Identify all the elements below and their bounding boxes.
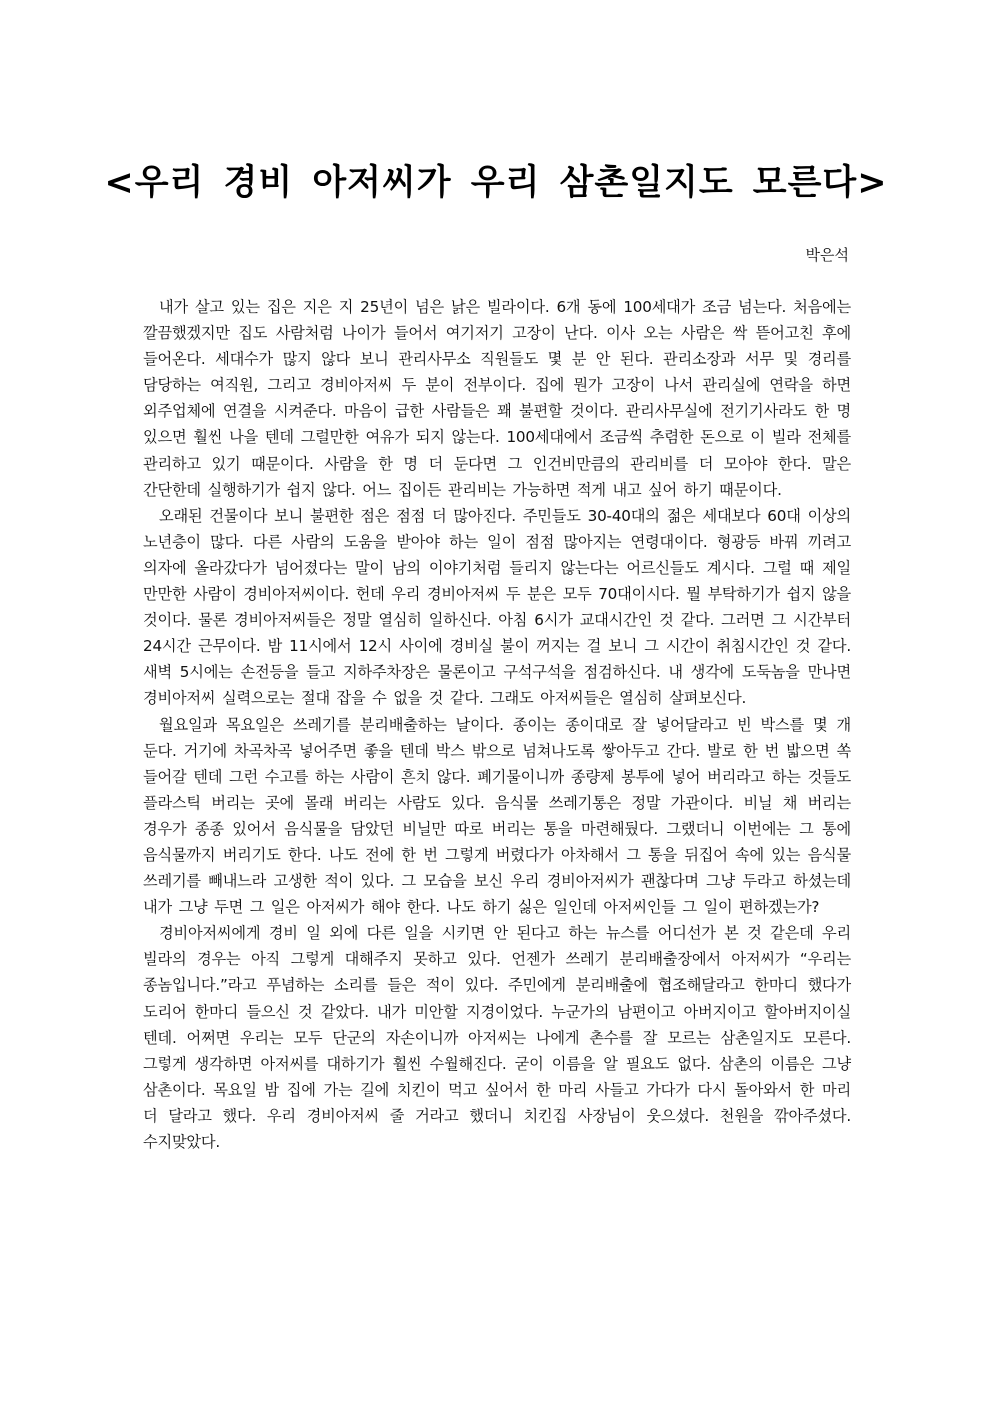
document-body bbox=[143, 294, 851, 1155]
document-title: <우리 경비 아저씨가 우리 삼촌일지도 모른다> bbox=[104, 163, 888, 203]
paragraph-2: 오래된 건물이다 보니 불편한 점은 점점 더 많아진다. 주민들도 30-40대의 젊은 세대보다 60대 이상의 노년층이 많다. 다른 사람의 도움을 받아야 하는 일이 점점 많아지는 연령대이다. 형광등 바꿔 끼려고 의자에 올라갔다가 넘어졌다는 말이 남의 이야기처럼 들리지 않는다는 어르신들도 계시다. 그럴 때 제일 만만한 사람이 경비아저씨이다. 헌데 우리 경비아저씨 두 분은 모두 70대이시다. 뭘 부탁하기가 쉽지 않을 것이다. 물론 경비아저씨들은 정말 열심히 일하신다. 아침 6시가 교대시간인 것 같다. 그러면 그 시간부터 24시간 근무이다. 밤 11시에서 12시 사이에 경비실 불이 꺼지는 걸 보니 그 시간이 취침시간인 것 같다. 새벽 5시에는 손전등을 들고 지하주차장은 물론이고 구석구석을 점검하신다. 내 생각에 도둑놈을 만나면 경비아저씨 실력으로는 절대 잡을 수 없을 것 같다. 그래도 아저씨들은 열심히 살펴보신다. bbox=[143, 506, 851, 708]
paragraph-1: 내가 살고 있는 집은 지은 지 25년이 넘은 낡은 빌라이다. 6개 동에 100세대가 조금 넘는다. 처음에는 깔끔했겠지만 집도 사람처럼 나이가 들어서 여기저기 고장이 난다. 이사 오는 사람은 싹 뜯어고친 후에 들어온다. 세대수가 많지 않다 보니 관리사무소 직원들도 몇 분 안 된다. 관리소장과 서무 및 경리를 담당하는 여직원, 그리고 경비아저씨 두 분이 전부이다. 집에 뭔가 고장이 나서 관리실에 연락을 하면 외주업체에 연결을 시켜준다. 마음이 급한 사람들은 꽤 불편할 것이다. 관리사무실에 전기기사라도 한 명 있으면 훨씬 나을 텐데 그럴만한 여유가 되지 않는다. 100세대에서 조금씩 추렴한 돈으로 이 빌라 전체를 관리하고 있기 때문이다. 사람을 한 명 더 둔다면 그 인건비만큼의 관리비를 더 모아야 한다. 말은 간단한데 실행하기가 쉽지 않다. 어느 집이든 관리비는 가능하면 적게 내고 싶어 하기 때문이다. bbox=[143, 298, 851, 499]
paragraph-4: 경비아저씨에게 경비 일 외에 다른 일을 시키면 안 된다고 하는 뉴스를 어디선가 본 것 같은데 우리 빌라의 경우는 아직 그렇게 대해주지 못하고 있다. 언젠가 쓰레기 분리배출장에서 아저씨가 “우리는 종놈입니다.”라고 푸념하는 소리를 들은 적이 있다. 주민에게 분리배출에 협조해달라고 한마디 했다가 도리어 한마디 들으신 것 같았다. 내가 미안할 지경이었다. 누군가의 남편이고 아버지이고 할아버지이실 텐데. 어쩌면 우리는 모두 단군의 자손이니까 아저씨는 나에게 촌수를 잘 모르는 삼촌일지도 모른다. 그렇게 생각하면 아저씨를 대하기가 훨씬 수월해진다. 굳이 이름을 알 필요도 없다. 삼촌의 이름은 그냥 삼촌이다. 목요일 밤 집에 가는 길에 치킨이 먹고 싶어서 한 마리 사들고 가다가 다시 돌아와서 한 마리 더 달라고 했다. 우리 경비아저씨 줄 거라고 했더니 치킨집 사장님이 웃으셨다. 천원을 깎아주셨다. 수지맞았다. bbox=[143, 924, 851, 1151]
author-name: 박은석 bbox=[805, 246, 849, 264]
paragraph-3: 월요일과 목요일은 쓰레기를 분리배출하는 날이다. 종이는 종이대로 잘 넣어달라고 빈 박스를 몇 개 둔다. 거기에 차곡차곡 넣어주면 좋을 텐데 박스 밖으로 넘쳐나도록 쌓아두고 간다. 발로 한 번 밟으면 쏙 들어갈 텐데 그런 수고를 하는 사람이 흔치 않다. 폐기물이니까 종량제 봉투에 넣어 버리라고 하는 것들도 플라스틱 버리는 곳에 몰래 버리는 사람도 있다. 음식물 쓰레기통은 정말 가관이다. 비닐 채 버리는 경우가 종종 있어서 음식물을 담았던 비닐만 따로 버리는 통을 마련해뒀다. 그랬더니 이번에는 그 통에 음식물까지 버리기도 한다. 나도 전에 한 번 그렇게 버렸다가 아차해서 그 통을 뒤집어 속에 있는 음식물 쓰레기를 빼내느라 고생한 적이 있다. 그 모습을 보신 우리 경비아저씨가 괜찮다며 그냥 두라고 하셨는데 내가 그냥 두면 그 일은 아저씨가 해야 한다. 나도 하기 싫은 일인데 아저씨인들 그 일이 편하겠는가? bbox=[143, 715, 851, 917]
